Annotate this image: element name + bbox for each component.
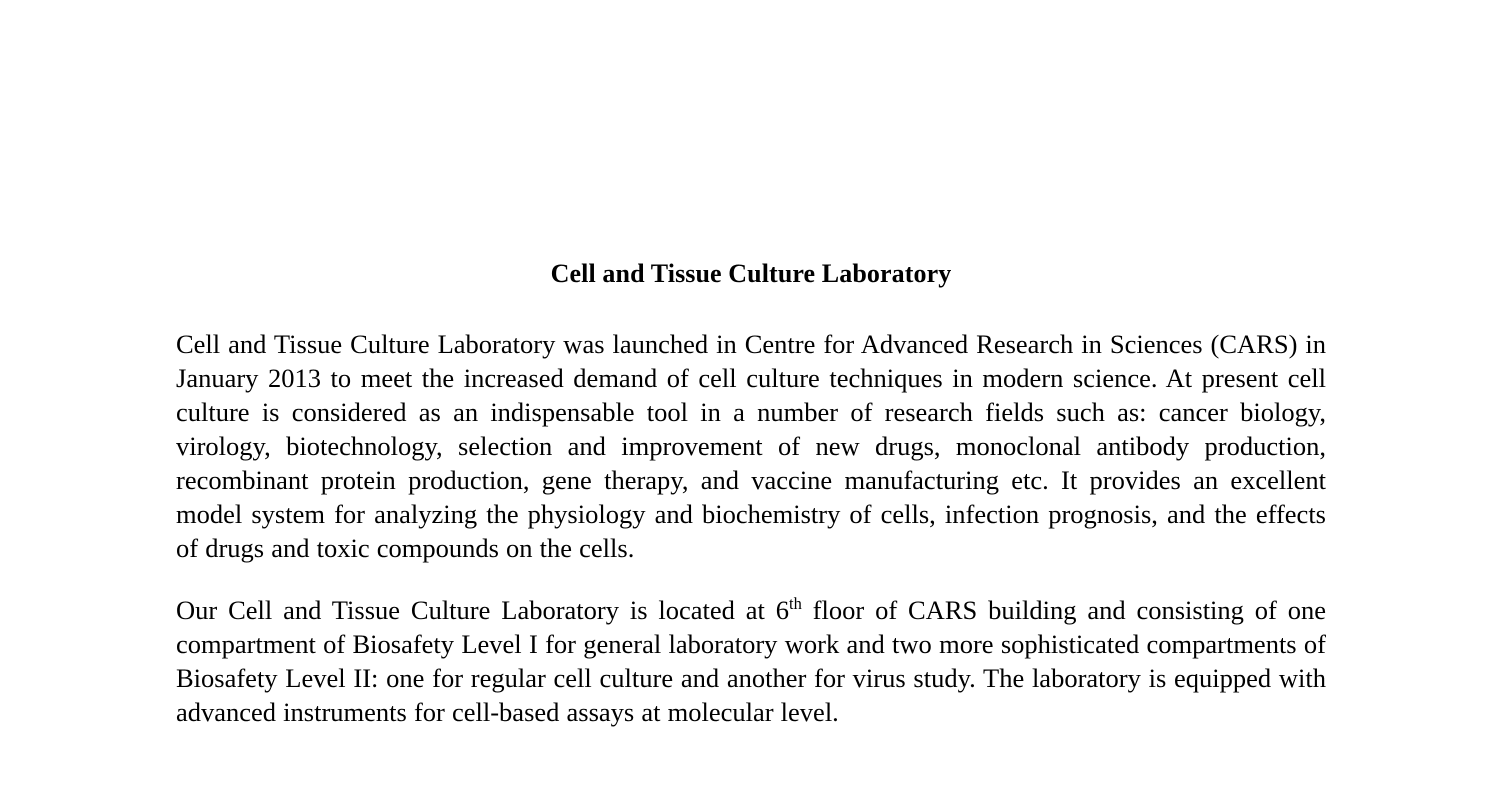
paragraph-location [176, 593, 1326, 729]
ordinal-suffix: th [789, 594, 802, 614]
location-text-after: floor of CARS building and consisting of one compartment of Biosafety Level I for general laboratory work and two more sophisticated compartments of Biosafety Level II: one for regular cell culture and another for virus study. The laboratory is equipped with advanced instruments for cell-based assays at molecular level. [176, 595, 1326, 728]
paragraph-intro: Cell and Tissue Culture Laboratory was launched in Centre for Advanced Research in Sciences (CARS) in January 2013 to meet the increased demand of cell culture techniques in modern science. At present cell culture is considered as an indispensable tool in a number of research fields such as: cancer biology, virology, biotechnology, selection and improvement of new drugs, monoclonal antibody production, recombinant protein production, gene therapy, and vaccine manufacturing etc. It provides an excellent model system for analyzing the physiology and biochemistry of cells, infection prognosis, and the effects of drugs and toxic compounds on the cells. [176, 329, 1326, 564]
document-body [176, 258, 1326, 729]
page-title: Cell and Tissue Culture Laboratory [550, 259, 952, 288]
location-text-before: Our Cell and Tissue Culture Laboratory is located at 6 [176, 595, 790, 626]
